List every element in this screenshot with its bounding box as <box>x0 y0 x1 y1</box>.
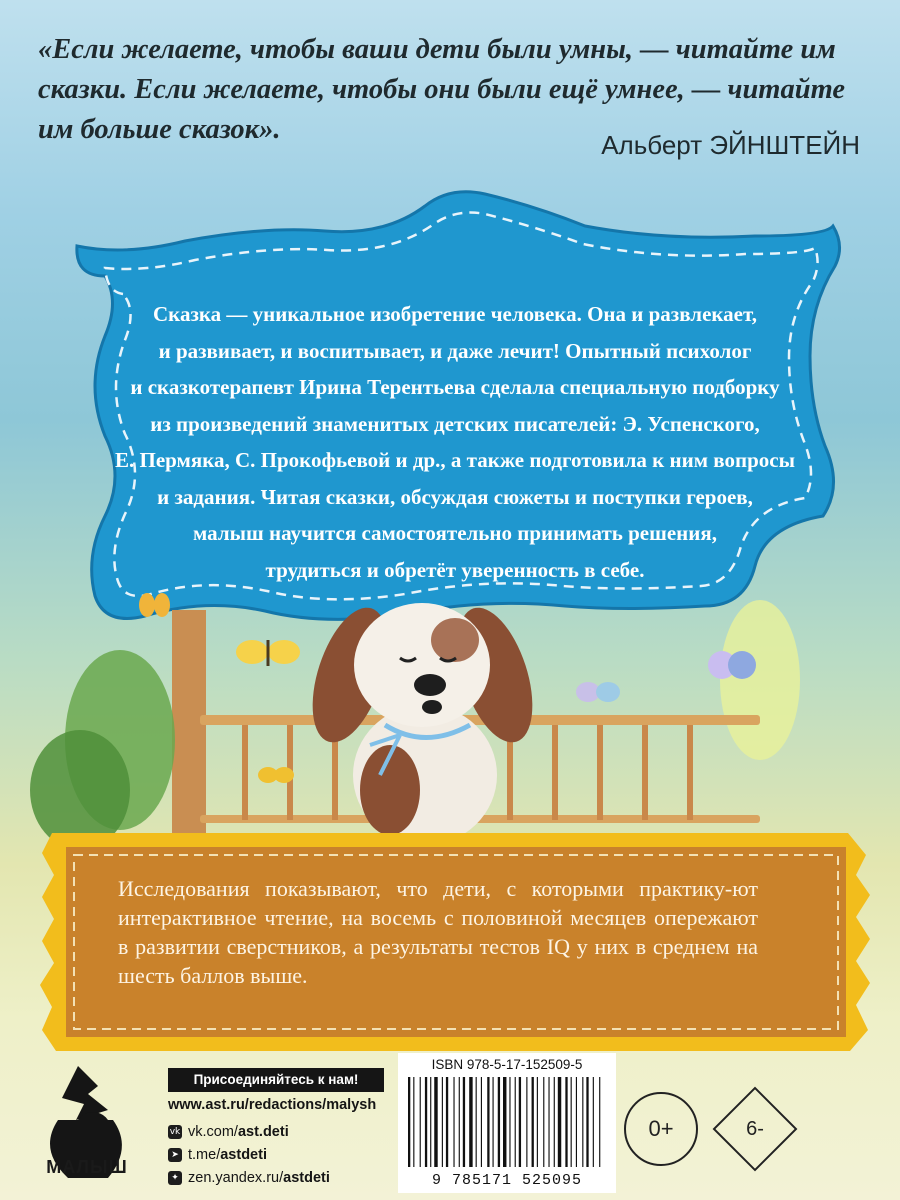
publisher-logo: МАЛЫШ <box>46 1157 128 1177</box>
description-line: и сказкотерапевт Ирина Терентьева сделала специальную подборку <box>130 375 780 399</box>
butterfly-icon <box>236 640 300 666</box>
social-links <box>168 1120 330 1189</box>
butterfly-icon <box>258 767 294 783</box>
bush <box>720 600 800 760</box>
research-text: Исследования показывают, что дети, с которыми практику-ют интерактивное чтение, на восемь с половиной месяцев опережают в развитии сверстников, а результаты тестов IQ у них в среднем на шесть баллов выше. <box>118 876 758 988</box>
social-handle: astdeti <box>283 1169 330 1186</box>
description-line: и задания. Читая сказки, обсуждая сюжеты и поступки героев, <box>157 484 753 509</box>
site-bold: malysh <box>326 1097 377 1113</box>
social-link-telegram[interactable] <box>168 1143 330 1166</box>
butterfly-icon <box>139 593 170 617</box>
site-prefix: www.ast.ru/redactions/ <box>168 1097 327 1113</box>
description-line: и развивает, и воспитывает, и даже лечит! Опытный психолог <box>158 338 752 363</box>
description-line: трудиться и обретёт уверенность в себе. <box>265 557 645 582</box>
puppy-patch <box>431 618 479 662</box>
epigraph-quote: «Если желаете, чтобы ваши дети были умны, — читайте им сказки. Если желаете, чтобы они были ещё умнее, — читайте им больше сказок». <box>38 34 846 145</box>
vk-icon: vk <box>169 1126 181 1137</box>
social-handle: ast.deti <box>237 1123 289 1140</box>
description-line: Е. Пермяка, С. Прокофьевой и др., а также подготовила к ним вопросы <box>115 448 795 472</box>
social-prefix: t.me/ <box>188 1146 221 1163</box>
isbn-digits: 9 785171 525095 <box>431 1172 583 1189</box>
description-line: Сказка — уникальное изобретение человека. Она и развлекает, <box>153 302 757 326</box>
description-text <box>105 296 805 588</box>
fence-post <box>172 610 206 840</box>
barcode-icon <box>404 1077 610 1171</box>
social-link-zen[interactable] <box>168 1166 330 1189</box>
age-diamond-label: 6- <box>746 1118 764 1140</box>
zen-icon: ✦ <box>168 1171 182 1185</box>
publisher-site-link[interactable] <box>168 1097 376 1113</box>
butterfly-icon <box>576 682 620 702</box>
puppy-head <box>354 603 490 727</box>
social-link-vk[interactable] <box>168 1120 330 1143</box>
telegram-icon: ➤ <box>168 1148 182 1162</box>
puppy-illustration <box>0 560 900 860</box>
age-rating-diamond <box>712 1086 798 1172</box>
quote-author: Альберт ЭЙНШТЕЙН <box>601 130 860 160</box>
puppy-nose <box>414 674 446 696</box>
social-prefix: vk.com/ <box>188 1123 238 1140</box>
isbn-block <box>398 1053 616 1193</box>
description-line: из произведений знаменитых детских писателей: Э. Успенского, <box>150 411 760 436</box>
isbn-label: ISBN 978-5-17-152509-5 <box>431 1057 583 1072</box>
age-rating-circle: 0+ <box>624 1092 698 1166</box>
social-prefix: zen.yandex.ru/ <box>188 1169 284 1186</box>
join-us-banner: Присоединяйтесь к нам! <box>168 1068 384 1092</box>
description-line: малыш научится самостоятельно принимать решения, <box>192 521 717 545</box>
social-handle: astdeti <box>220 1146 267 1163</box>
